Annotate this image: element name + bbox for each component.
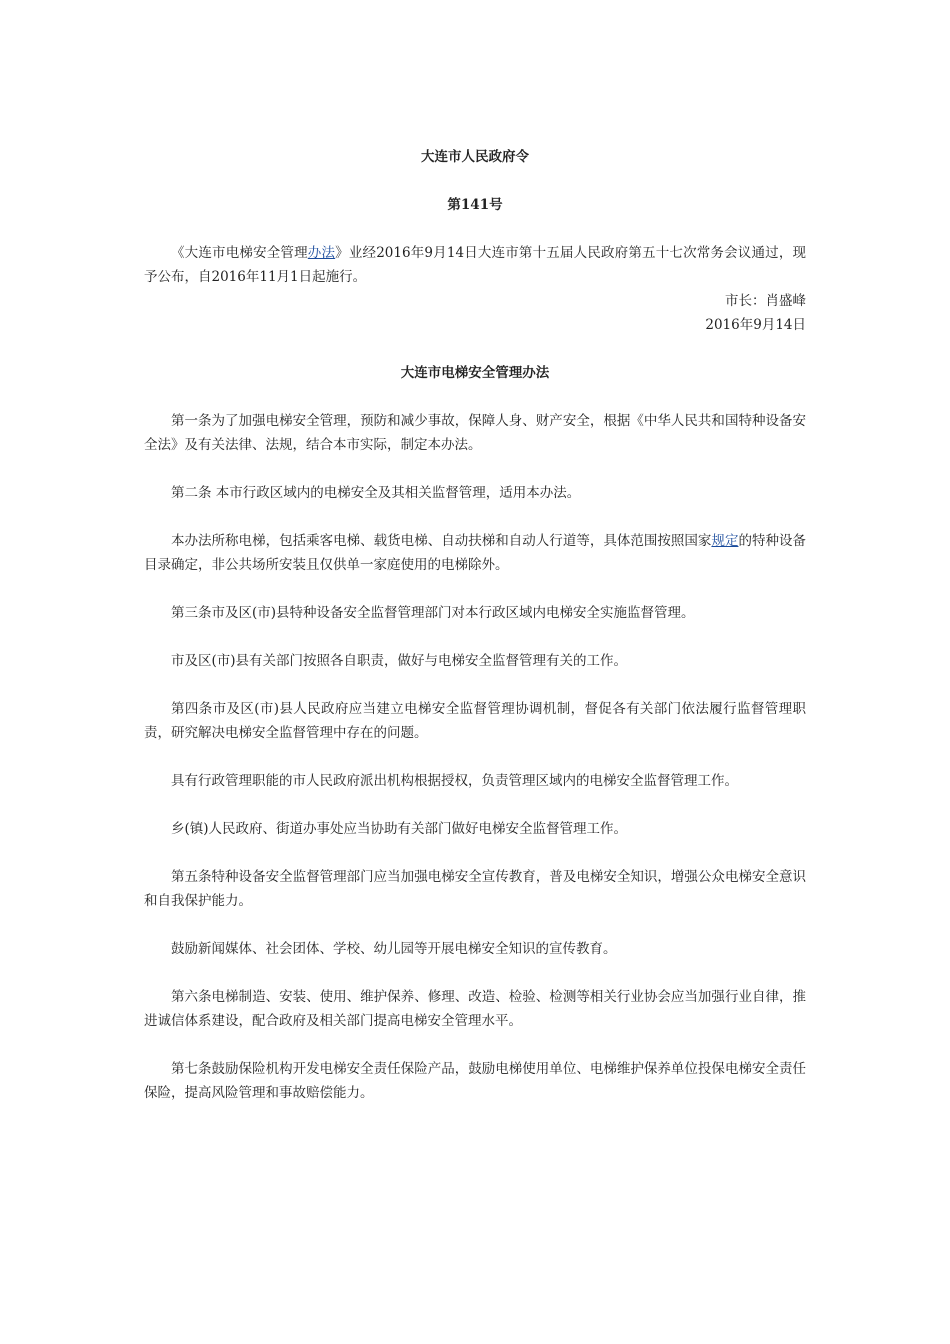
article-6: 第六条电梯制造、安装、使用、维护保养、修理、改造、检验、检测等相关行业协会应当加强行业自律，推进诚信体系建设，配合政府及相关部门提高电梯安全管理水平。 xyxy=(144,989,806,1029)
mayor-signature: 市长：肖盛峰 xyxy=(725,293,806,309)
article-2: 第二条 本市行政区域内的电梯安全及其相关监督管理，适用本办法。 xyxy=(171,485,581,501)
article-5-paragraph-2: 鼓励新闻媒体、社会团体、学校、幼儿园等开展电梯安全知识的宣传教育。 xyxy=(171,941,617,957)
article-4: 第四条市及区(市)县人民政府应当建立电梯安全监督管理协调机制，督促各有关部门依法履行监督管理职责，研究解决电梯安全监督管理中存在的问题。 xyxy=(144,701,806,741)
article-5: 第五条特种设备安全监督管理部门应当加强电梯安全宣传教育，普及电梯安全知识，增强公众电梯安全意识和自我保护能力。 xyxy=(144,869,806,909)
article-2-suffix: 的特种设备目录确定，非公共场所安装且仅供单一家庭使用的电梯除外。 xyxy=(144,533,807,573)
order-title: 大连市人民政府令 xyxy=(421,149,529,165)
article-4-paragraph-3: 乡(镇)人民政府、街道办事处应当协助有关部门做好电梯安全监督管理工作。 xyxy=(171,821,628,837)
article-4-paragraph-2: 具有行政管理职能的市人民政府派出机构根据授权，负责管理区域内的电梯安全监督管理工作。 xyxy=(171,773,738,789)
article-2-prefix: 本办法所称电梯，包括乘客电梯、载货电梯、自动扶梯和自动人行道等，具体范围按照国家 xyxy=(171,533,712,549)
regulation-link[interactable]: 规定 xyxy=(711,533,739,549)
order-number: 第141号 xyxy=(447,197,503,213)
article-3-paragraph-2: 市及区(市)县有关部门按照各自职责，做好与电梯安全监督管理有关的工作。 xyxy=(171,653,628,669)
measures-link[interactable]: 办法 xyxy=(307,245,336,261)
preamble-suffix: 》业经2016年9月14日大连市第十五届人民政府第五十七次常务会议通过，现予公布，自2016年11月1日起施行。 xyxy=(144,245,807,285)
preamble-prefix: 《大连市电梯安全管理 xyxy=(171,245,308,261)
signature-date: 2016年9月14日 xyxy=(705,317,806,333)
article-7: 第七条鼓励保险机构开发电梯安全责任保险产品，鼓励电梯使用单位、电梯维护保养单位投保电梯安全责任保险，提高风险管理和事故赔偿能力。 xyxy=(144,1061,806,1101)
preamble-paragraph xyxy=(144,241,806,289)
article-2-paragraph-2 xyxy=(144,529,806,577)
law-title: 大连市电梯安全管理办法 xyxy=(400,365,550,381)
article-3: 第三条市及区(市)县特种设备安全监督管理部门对本行政区域内电梯安全实施监督管理。 xyxy=(171,605,695,621)
article-1: 第一条为了加强电梯安全管理，预防和减少事故，保障人身、财产安全，根据《中华人民共和国特种设备安全法》及有关法律、法规，结合本市实际，制定本办法。 xyxy=(144,413,806,453)
document-body xyxy=(144,145,806,1105)
